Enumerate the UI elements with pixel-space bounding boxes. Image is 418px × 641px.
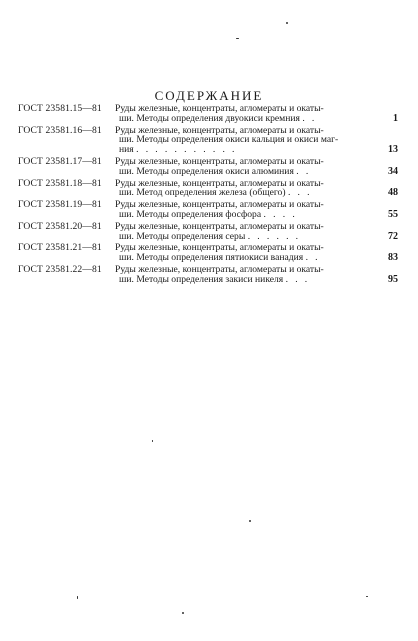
entry-title-line-1: Руды железные, концентраты, агломераты и окаты- xyxy=(115,199,324,211)
entry-title-line-2: ши. Методы определения пятиокиси ванадия xyxy=(119,252,304,264)
leader-dots: . . xyxy=(302,112,317,124)
leader-dots: . . . . xyxy=(263,208,298,220)
page-title: СОДЕРЖАНИЕ xyxy=(154,88,264,103)
entry-title-line-1: Руды железные, концентраты, агломераты и окаты- xyxy=(115,155,324,167)
leader-dots: . . xyxy=(305,252,320,264)
page-number: 13 xyxy=(388,144,398,156)
entry-title-line-1: Руды железные, концентраты, агломераты и окаты- xyxy=(115,263,324,275)
standard-code: ГОСТ 23581.17—81 xyxy=(18,155,102,167)
page-number: 95 xyxy=(388,273,398,285)
entry-title-line-1: Руды железные, концентраты, агломераты и окаты- xyxy=(115,103,324,114)
scan-speck xyxy=(286,22,288,24)
entry-title-line-2: ши. Метод определения железа (общего) xyxy=(119,187,286,199)
entry-title-line-1: Руды железные, концентраты, агломераты и окаты- xyxy=(115,242,324,254)
entry-title-line-2: ши. Методы определения окиси кальция и окиси маг- xyxy=(119,134,339,146)
page-number: 48 xyxy=(388,187,398,199)
entry-title-line-2: ши. Методы определения окиси алюминия xyxy=(119,165,294,177)
toc-entry xyxy=(18,243,400,263)
scan-speck xyxy=(182,612,184,614)
entry-title-line-1: Руды железные, концентраты, агломераты и окаты- xyxy=(115,220,324,232)
toc-entry xyxy=(18,104,400,124)
toc-entry xyxy=(18,126,400,155)
entry-title-line-1: Руды железные, концентраты, агломераты и окаты- xyxy=(115,124,324,136)
toc-entry xyxy=(18,157,400,177)
entry-title-line-1: Руды железные, концентраты, агломераты и окаты- xyxy=(115,177,324,189)
scan-speck xyxy=(236,38,239,39)
entry-title-line-2: ши. Методы определения фосфора xyxy=(119,208,262,220)
standard-code: ГОСТ 23581.18—81 xyxy=(18,177,102,189)
leader-dots: . . . . . . xyxy=(247,230,301,242)
standard-code: ГОСТ 23581.15—81 xyxy=(18,103,102,114)
scan-speck xyxy=(366,596,368,597)
leader-dots: . . . xyxy=(285,273,310,285)
page-number: 34 xyxy=(388,165,398,177)
standard-code: ГОСТ 23581.16—81 xyxy=(18,124,102,136)
toc-entry xyxy=(18,265,400,285)
page-number: 55 xyxy=(388,208,398,220)
standard-code: ГОСТ 23581.21—81 xyxy=(18,242,102,254)
standard-code: ГОСТ 23581.20—81 xyxy=(18,220,102,232)
entry-title-line-2: ши. Методы определения двуокиси кремния xyxy=(119,112,300,124)
toc-entry xyxy=(18,179,400,199)
standard-code: ГОСТ 23581.22—81 xyxy=(18,263,102,275)
toc-entry xyxy=(18,200,400,220)
leader-dots: . . . xyxy=(287,187,312,199)
entry-title-line-2: ши. Методы определения закиси никеля xyxy=(119,273,284,285)
page-number: 1 xyxy=(393,112,398,124)
page-number: 83 xyxy=(388,252,398,264)
standard-code: ГОСТ 23581.19—81 xyxy=(18,199,102,211)
page-number: 72 xyxy=(388,230,398,242)
entry-title-line-2: ши. Методы определения серы xyxy=(119,230,246,242)
leader-dots: . . xyxy=(296,165,311,177)
toc-entry xyxy=(18,222,400,242)
scan-speck xyxy=(152,440,153,442)
table-of-contents xyxy=(18,104,400,287)
scan-speck xyxy=(249,520,251,522)
leader-dots: . . . . . . . . . . . xyxy=(136,144,237,156)
scan-speck xyxy=(77,596,78,599)
entry-title-line-3: ния xyxy=(119,144,134,156)
